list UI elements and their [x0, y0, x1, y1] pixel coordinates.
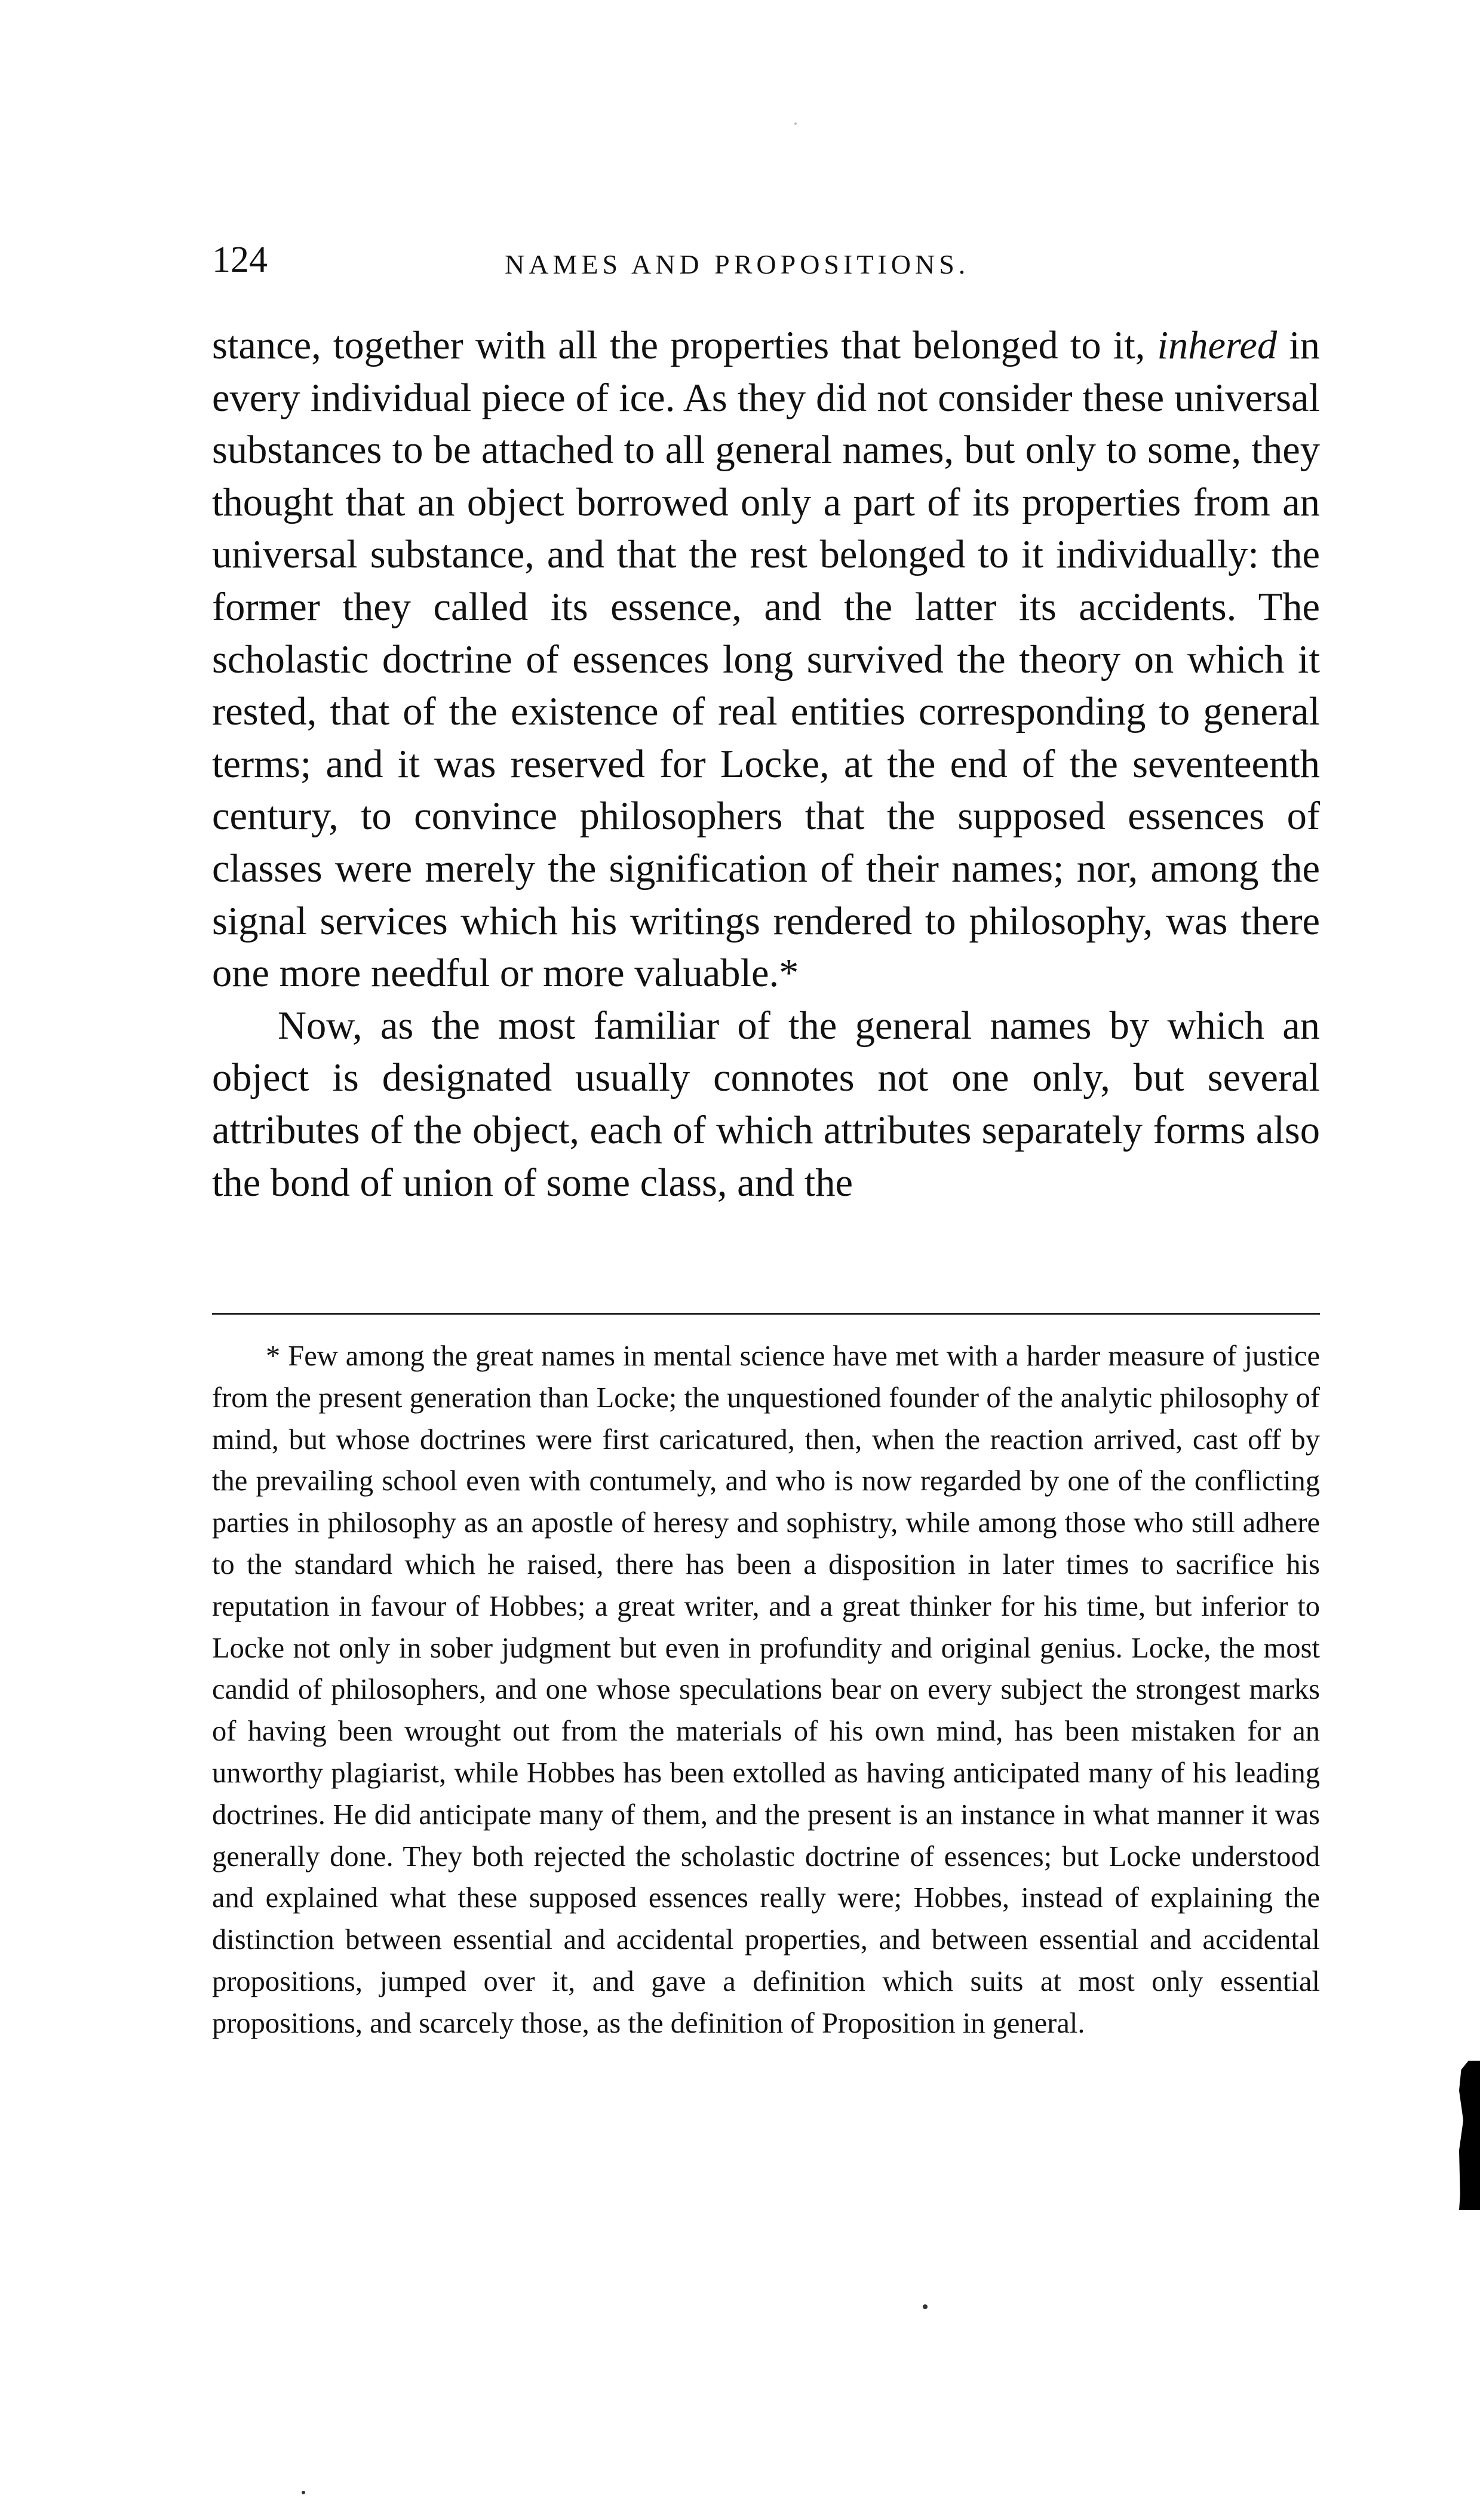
- paragraph-text: stance, together with all the properties that belonged to it,: [212, 324, 1157, 367]
- running-title: NAMES AND PROPOSITIONS.: [505, 249, 970, 280]
- footnote-divider: [212, 1313, 1320, 1315]
- body-paragraph-1: [212, 320, 1320, 1000]
- scan-edge-artifact: [1459, 2061, 1480, 2210]
- running-head: [212, 236, 1320, 284]
- scan-speck: [923, 2304, 928, 2309]
- body-text: [212, 320, 1320, 1209]
- scan-speck: [794, 122, 797, 125]
- italic-term: inhered: [1157, 324, 1278, 367]
- footnote: [212, 1336, 1320, 2045]
- footnote-text: * Few among the great names in mental science have met with a harder measure of justice from the present generation than Locke; the unquestioned founder of the analytic philosophy of mind, but whose doctrines were first caricatured, then, when the reaction arrived, cast off by the prevailing school even with contumely, and who is now regarded by one of the conflicting parties in philosophy as an apostle of heresy and sophistry, while among those who still adhere to the standard which he raised, there has been a disposition in later times to sacrifice his reputation in favour of Hobbes; a great writer, and a great thinker for his time, but inferior to Locke not only in sober judgment but even in profundity and original genius. Locke, the most candid of philosophers, and one whose speculations bear on every subject the strongest marks of having been wrought out from the materials of his own mind, has been mistaken for an unworthy plagiarist, while Hobbes has been extolled as having anticipated many of his leading doctrines. He did anticipate many of them, and the present is an instance in what manner it was generally done. They both rejected the scholastic doctrine of essences; but Locke understood and explained what these supposed essences really were; Hobbes, instead of explaining the distinction between essential and accidental properties, and between essential and accidental propositions, jumped over it, and gave a definition which suits at most only essential propositions, and scarcely those, as the definition of Proposition in general.: [212, 1340, 1320, 2039]
- body-paragraph-2: Now, as the most familiar of the general names by which an object is designated usually connotes not one only, but several attributes of the object, each of which attributes separately forms also the bond of union of some class, and the: [212, 1003, 1320, 1205]
- scan-speck: [302, 2491, 305, 2494]
- page-number: 124: [212, 240, 268, 280]
- paragraph-text: in every individual piece of ice. As they did not consider these universal substances to be attached to all general names, but only to some, they thought that an object borrowed only a part of its properties from an universal substance, and that the rest belonged to it individually: the former they called its essence, and the latter its accidents. The scholastic doctrine of essences long survived the theory on which it rested, that of the existence of real entities corresponding to general terms; and it was reserved for Locke, at the end of the seventeenth century, to convince philosophers that the supposed essences of classes were merely the signification of their names; nor, among the signal services which his writings rendered to philosophy, was there one more needful or more valuable.*: [212, 324, 1320, 996]
